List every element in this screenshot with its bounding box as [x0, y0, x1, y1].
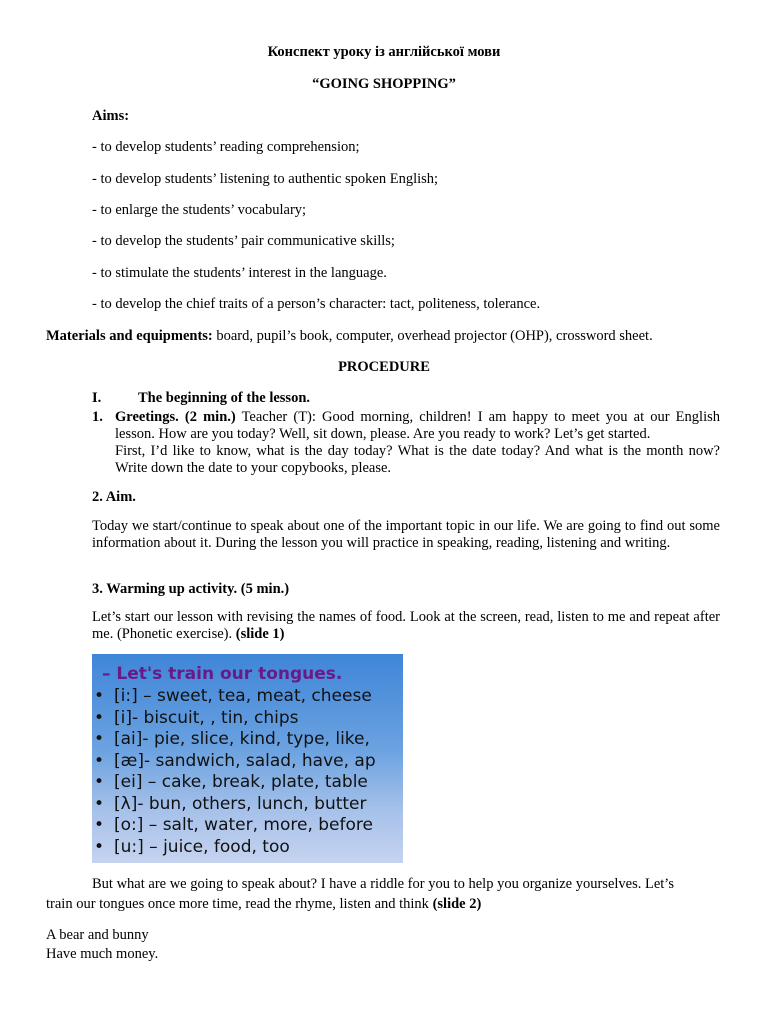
riddle-intro-line-2 [46, 896, 481, 913]
riddle-slide-ref: (slide 2) [432, 896, 482, 912]
greetings-paragraph [115, 409, 720, 443]
slide-item-text: [i]- biscuit, , tin, chips [114, 707, 299, 728]
slide-list-item [92, 772, 376, 794]
bullet-icon: • [94, 686, 105, 706]
slide-list-item [92, 708, 376, 730]
aim-heading: 2. Aim. [92, 489, 136, 505]
aim-paragraph: Today we start/continue to speak about one of the important topic in our life. We are going to find out some information about it. During the lesson you will practice in speaking, reading, listening and writing. [92, 518, 720, 551]
slide-item-text: [u:] – juice, food, too [114, 836, 290, 857]
slide-list-item [92, 751, 376, 773]
bullet-icon: • [94, 836, 105, 857]
aim-item: - to develop the chief traits of a person’s character: tact, politeness, tolerance. [92, 296, 541, 312]
slide-item-text: [i:] – sweet, tea, meat, cheese [114, 686, 372, 706]
slide-list-item [92, 729, 376, 751]
materials-line [46, 328, 653, 345]
warmup-text: Let’s start our lesson with revising the names of food. Look at the screen, read, listen to me and repeat after me. (Phonetic exercise). [92, 609, 720, 642]
slide-list-item [92, 686, 376, 708]
materials-text: board, pupil’s book, computer, overhead projector (OHP), crossword sheet. [212, 328, 653, 344]
greetings-text: Teacher (T): Good morning, children! I am happy to meet you at our English lesson. How are you today? Well, sit down, please. Are you ready to work? Let’s get started. [115, 409, 720, 442]
bullet-icon: • [94, 707, 105, 728]
warmup-slide-ref: (slide 1) [235, 626, 285, 642]
slide-list-item [92, 815, 376, 837]
greetings-paragraph-2: First, I’d like to know, what is the day today? What is the date today? And what is the month now? Write down the date to your copybooks, please. [115, 443, 720, 476]
document-title: Конспект уроку із англійської мови [267, 44, 501, 60]
slide-list-item [92, 837, 376, 859]
slide-list [92, 686, 376, 858]
greetings-label: Greetings. (2 min.) [115, 409, 236, 425]
rhyme-line: A bear and bunny [46, 927, 149, 943]
materials-label: Materials and equipments: [46, 328, 213, 344]
bullet-icon: • [94, 815, 105, 835]
riddle-intro-text: train our tongues once more time, read the rhyme, listen and think [46, 896, 433, 912]
slide-item-text: [ei] – cake, break, plate, table [114, 772, 368, 792]
warmup-paragraph [92, 609, 720, 643]
slide-list-item [92, 794, 376, 816]
slide-item-text: [o:] – salt, water, more, before [114, 815, 373, 835]
section-title: The beginning of the lesson. [138, 390, 311, 406]
lesson-topic: “GOING SHOPPING” [312, 76, 456, 92]
aim-item: - to develop students’ listening to authentic spoken English; [92, 171, 439, 187]
slide-item-text: [λ]- bun, others, lunch, butter [114, 793, 367, 814]
riddle-intro-line-1: But what are we going to speak about? I have a riddle for you to help you organize yourselves. Let’s [92, 876, 674, 892]
slide-title: – Let's train our tongues. [102, 664, 343, 684]
aim-item: - to develop students’ reading comprehension; [92, 139, 360, 155]
phonetic-slide-image [92, 654, 403, 863]
bullet-icon: • [94, 729, 105, 749]
procedure-heading: PROCEDURE [338, 359, 430, 375]
bullet-icon: • [94, 772, 105, 792]
slide-item-text: [ai]- pie, slice, kind, type, like, [114, 729, 370, 749]
aims-heading: Aims: [92, 108, 130, 124]
rhyme-line: Have much money. [46, 946, 159, 962]
greetings-number: 1. [92, 409, 103, 425]
warmup-heading: 3. Warming up activity. (5 min.) [92, 581, 290, 597]
aim-item: - to develop the students’ pair communicative skills; [92, 233, 395, 249]
section-number: I. [92, 390, 102, 406]
aim-item: - to enlarge the students’ vocabulary; [92, 202, 307, 218]
bullet-icon: • [94, 750, 105, 771]
slide-item-text: [æ]- sandwich, salad, have, ap [114, 750, 376, 771]
bullet-icon: • [94, 793, 105, 814]
aim-item: - to stimulate the students’ interest in the language. [92, 265, 387, 281]
